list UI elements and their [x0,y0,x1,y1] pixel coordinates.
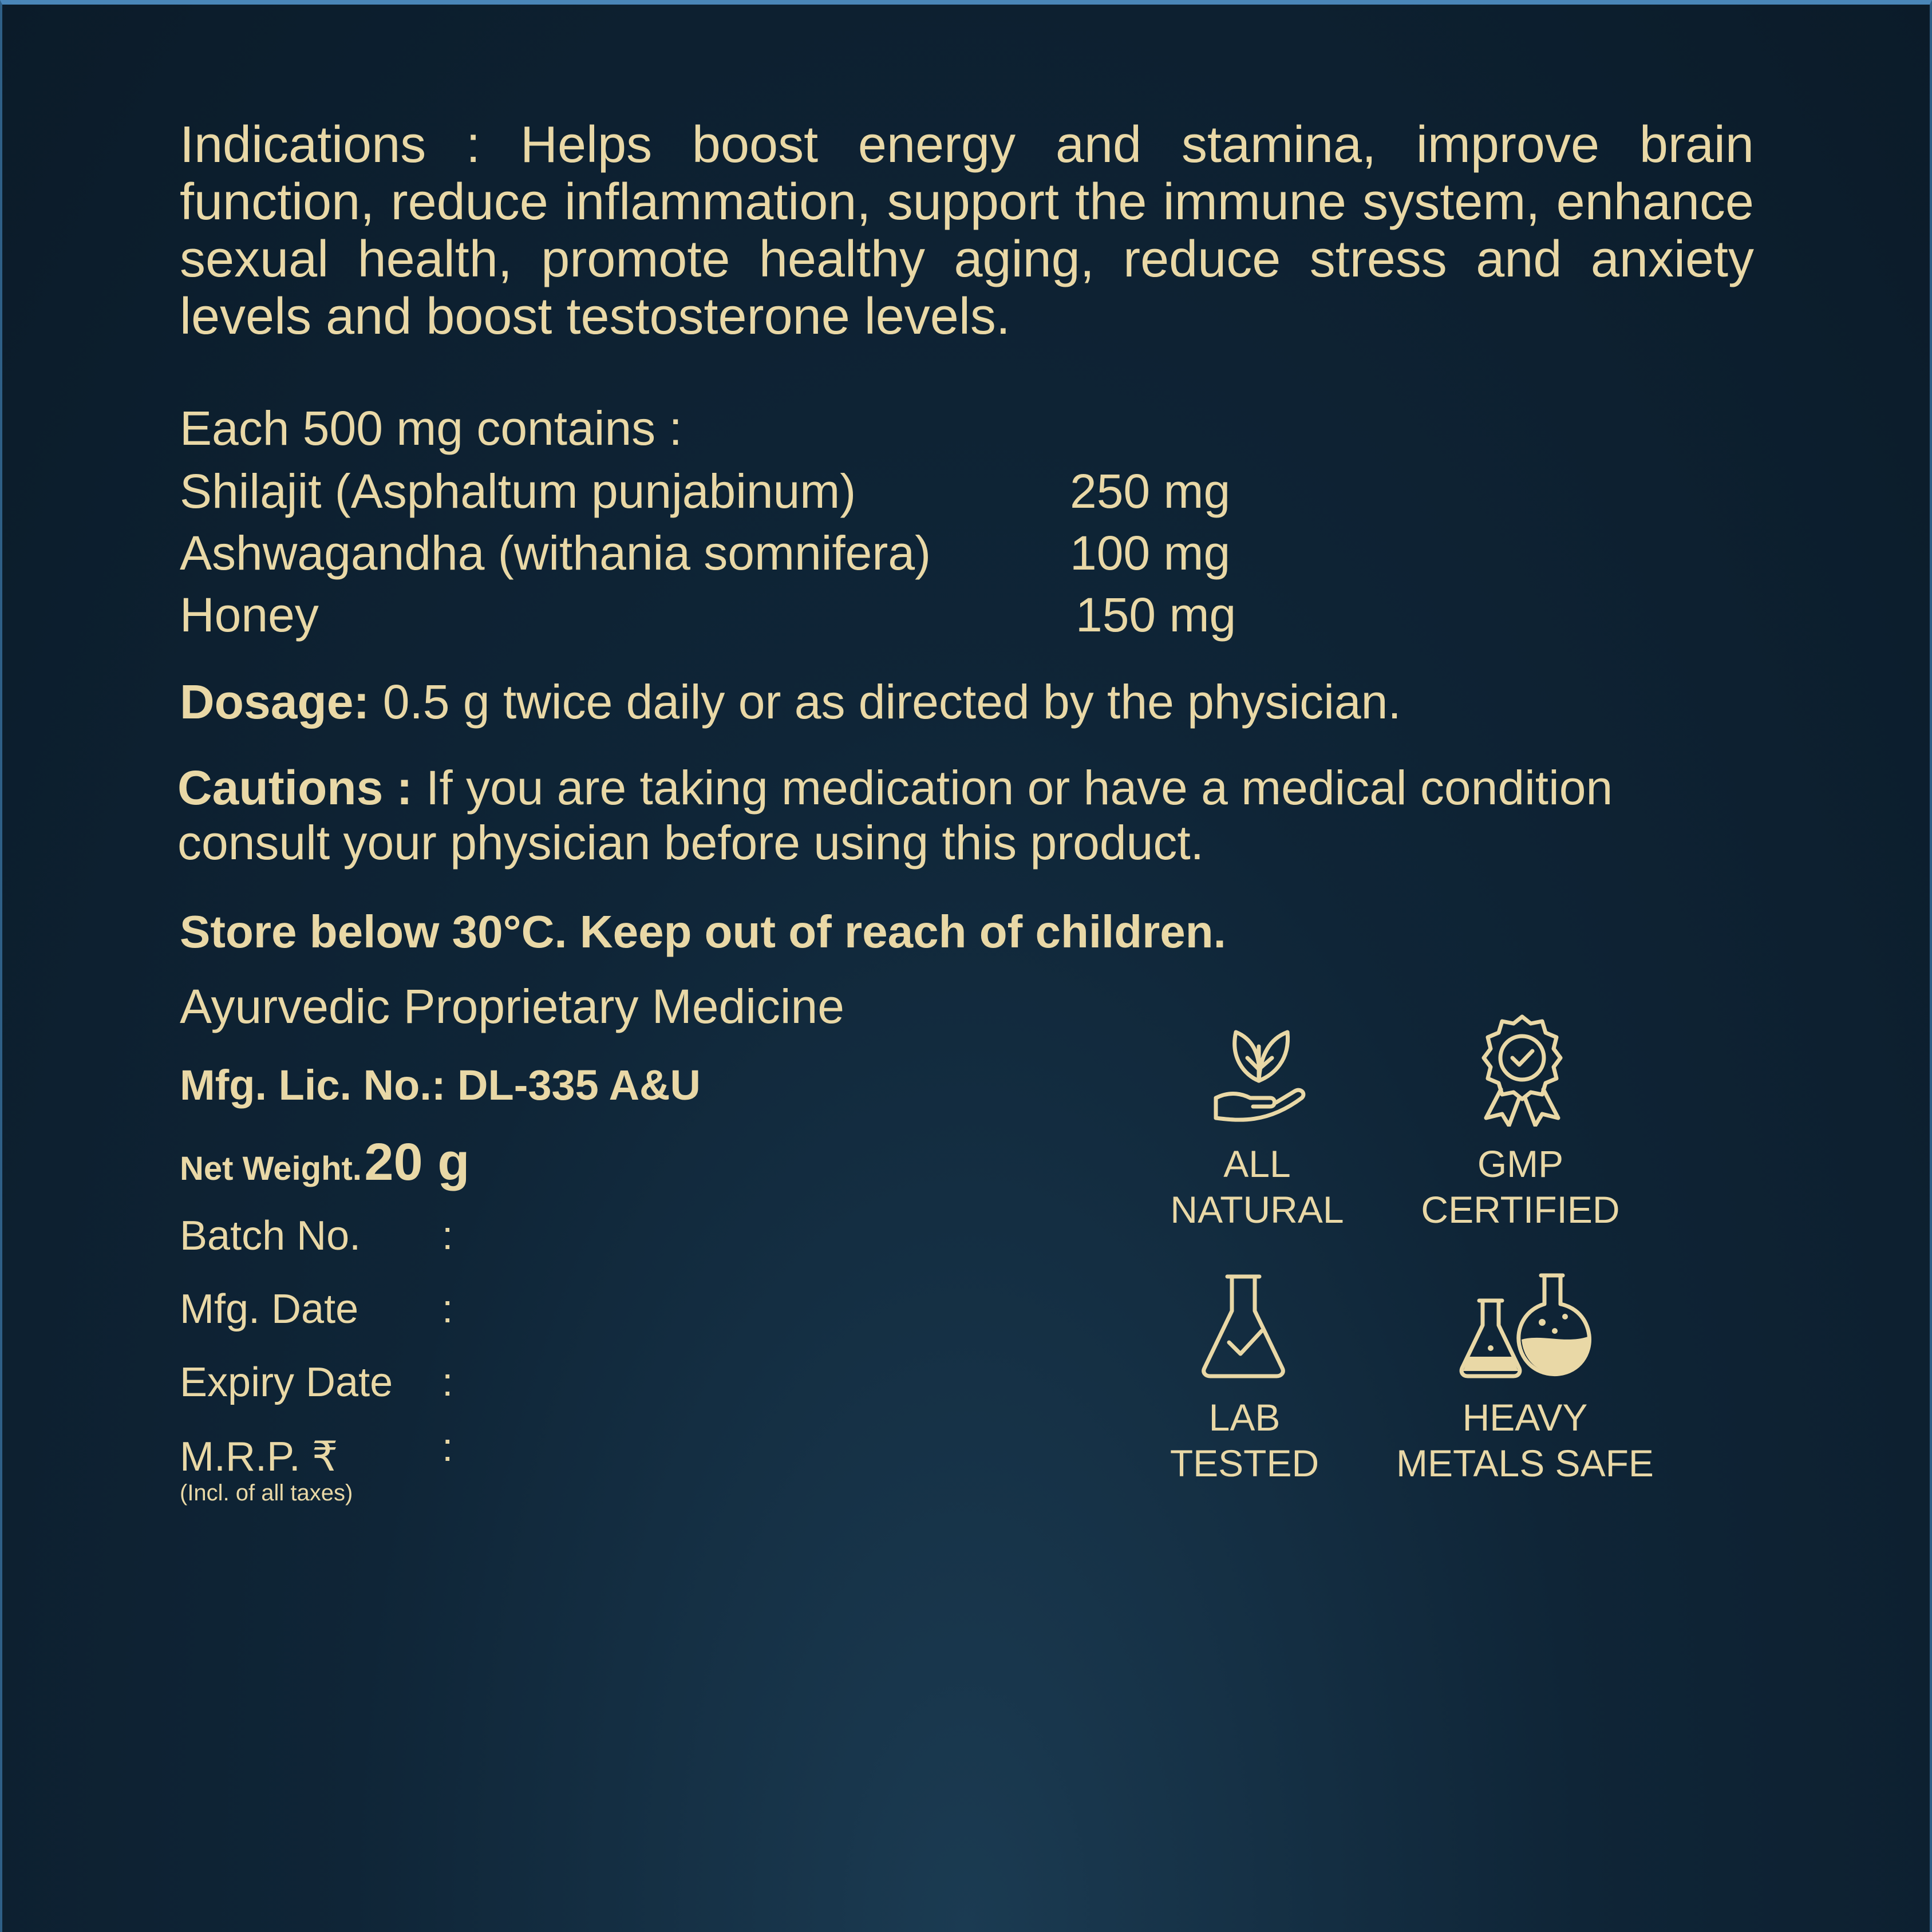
badge-line: METALS SAFE [1396,1442,1654,1484]
badge-line: LAB [1208,1396,1281,1439]
cautions-line-1 [177,759,1613,816]
batch-number-label: Batch No. [180,1213,361,1259]
expiry-date-colon: : [442,1360,453,1404]
batch-number-colon: : [442,1213,453,1258]
flask-check-icon [1198,1271,1289,1380]
mfg-date-label: Mfg. Date [180,1286,359,1332]
badge-line: NATURAL [1170,1188,1344,1231]
storage-instructions: Store below 30°C. Keep out of reach of children. [180,906,1226,957]
badge-line: ALL [1223,1143,1291,1185]
indications-paragraph [180,116,1754,345]
badge-all-natural [1154,1141,1360,1232]
badge-line: HEAVY [1462,1396,1588,1439]
ingredient-amount: 100 mg [1070,526,1231,580]
lab-flasks-icon [1456,1271,1594,1380]
badge-line: GMP [1477,1143,1564,1185]
net-weight [180,1132,469,1192]
dosage-label: Dosage: [180,675,370,729]
manufacturing-license: Mfg. Lic. No.: DL-335 A&U [180,1061,701,1109]
net-weight-value: 20 g [364,1133,470,1191]
ingredient-name: Honey [180,588,319,642]
indications-separator: : [466,116,481,173]
mrp-colon: : [442,1425,453,1469]
ingredient-name: Ashwagandha (withania somnifera) [180,526,931,580]
ingredient-name: Shilajit (Asphaltum punjabinum) [180,464,856,518]
dosage-line [180,673,1401,730]
composition-heading: Each 500 mg contains : [180,401,682,455]
indications-text: Helps boost energy and stamina, improve brain function, reduce inflammation, support the immune system, enhance sexual health, promote healthy aging, reduce stress and anxiety levels and boost testosterone levels. [180,116,1754,345]
badge-line: CERTIFIED [1421,1188,1620,1231]
mrp-tax-note: (Incl. of all taxes) [180,1480,353,1506]
mfg-date-colon: : [442,1286,453,1331]
badge-line: TESTED [1170,1442,1319,1484]
cautions-label: Cautions : [177,761,413,815]
medicine-category: Ayurvedic Proprietary Medicine [180,979,844,1033]
leaf-hand-icon [1204,1012,1313,1127]
cautions-text-1: If you are taking medication or have a medical condition [426,761,1613,815]
expiry-date-label: Expiry Date [180,1360,393,1405]
badge-heavy-metals-safe [1376,1394,1674,1486]
award-ribbon-icon [1473,1012,1571,1127]
cautions-text-2: consult your physician before using this product. [177,816,1204,870]
ingredient-amount: 250 mg [1070,464,1231,518]
mrp-label: M.R.P. ₹ [180,1434,338,1480]
dosage-text: 0.5 g twice daily or as directed by the physician. [382,675,1401,729]
net-weight-label: Net Weight. [180,1150,362,1187]
badge-lab-tested [1141,1394,1348,1486]
indications-label: Indications [180,116,426,173]
badge-gmp-certified [1412,1141,1629,1232]
ingredient-amount: 150 mg [1076,588,1236,642]
